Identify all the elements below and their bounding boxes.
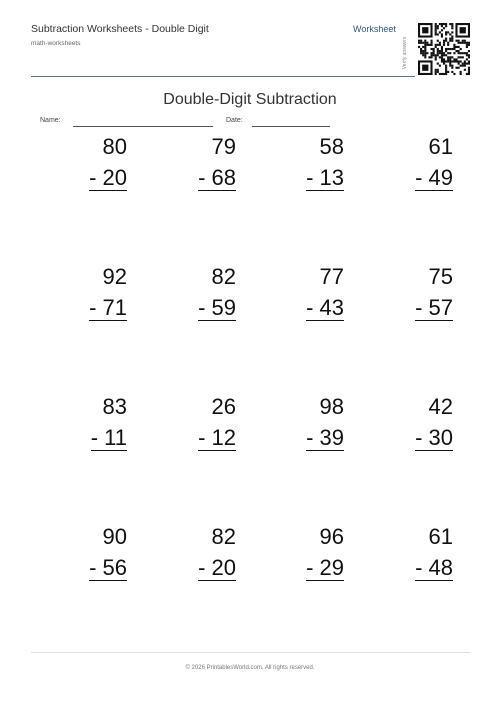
worksheet-title: Double-Digit Subtraction bbox=[163, 91, 337, 108]
subtrahend: - 20 bbox=[89, 165, 127, 190]
minuend: 96 bbox=[319, 524, 344, 549]
minuend: 82 bbox=[211, 264, 236, 289]
minuend: 61 bbox=[428, 134, 453, 159]
minuend: 98 bbox=[319, 394, 344, 419]
subtrahend: - 13 bbox=[306, 165, 344, 190]
subtrahend: - 68 bbox=[198, 165, 236, 190]
subtrahend: - 43 bbox=[306, 295, 344, 320]
name-field[interactable] bbox=[73, 126, 213, 127]
minuend: 26 bbox=[211, 394, 236, 419]
minuend: 58 bbox=[319, 134, 344, 159]
minuend: 92 bbox=[102, 264, 127, 289]
subtrahend: - 59 bbox=[198, 295, 236, 320]
date-label: Date: bbox=[226, 117, 243, 124]
subtrahend: - 29 bbox=[306, 555, 344, 580]
subtrahend: - 56 bbox=[89, 555, 127, 580]
verify-answers-label: Verify answers bbox=[402, 36, 408, 70]
date-field[interactable] bbox=[252, 126, 330, 127]
subtrahend: - 12 bbox=[198, 425, 236, 450]
header-title: Subtraction Worksheets - Double Digit bbox=[31, 23, 209, 35]
footer-copyright: © 2026 PrintablesWorld.com. All rights reserved. bbox=[185, 665, 315, 671]
subtrahend: - 39 bbox=[306, 425, 344, 450]
qr-code-icon[interactable] bbox=[418, 16, 470, 82]
name-label: Name: bbox=[40, 117, 61, 124]
minuend: 42 bbox=[428, 394, 453, 419]
minuend: 75 bbox=[428, 264, 453, 289]
header-subtitle: math-worksheets bbox=[31, 40, 81, 47]
minuend: 82 bbox=[211, 524, 236, 549]
footer-divider bbox=[31, 652, 470, 653]
subtrahend: - 20 bbox=[198, 555, 236, 580]
subtrahend: - 11 bbox=[90, 425, 127, 450]
worksheet-tag: Worksheet bbox=[353, 24, 396, 34]
minuend: 83 bbox=[102, 394, 127, 419]
subtrahend: - 49 bbox=[415, 165, 453, 190]
minuend: 61 bbox=[428, 524, 453, 549]
subtrahend: - 57 bbox=[415, 295, 453, 320]
subtrahend: - 48 bbox=[415, 555, 453, 580]
minuend: 79 bbox=[211, 134, 236, 159]
header-divider bbox=[31, 76, 415, 77]
minuend: 77 bbox=[319, 264, 344, 289]
subtrahend: - 71 bbox=[89, 295, 127, 320]
minuend: 80 bbox=[102, 134, 127, 159]
subtrahend: - 30 bbox=[415, 425, 453, 450]
minuend: 90 bbox=[102, 524, 127, 549]
